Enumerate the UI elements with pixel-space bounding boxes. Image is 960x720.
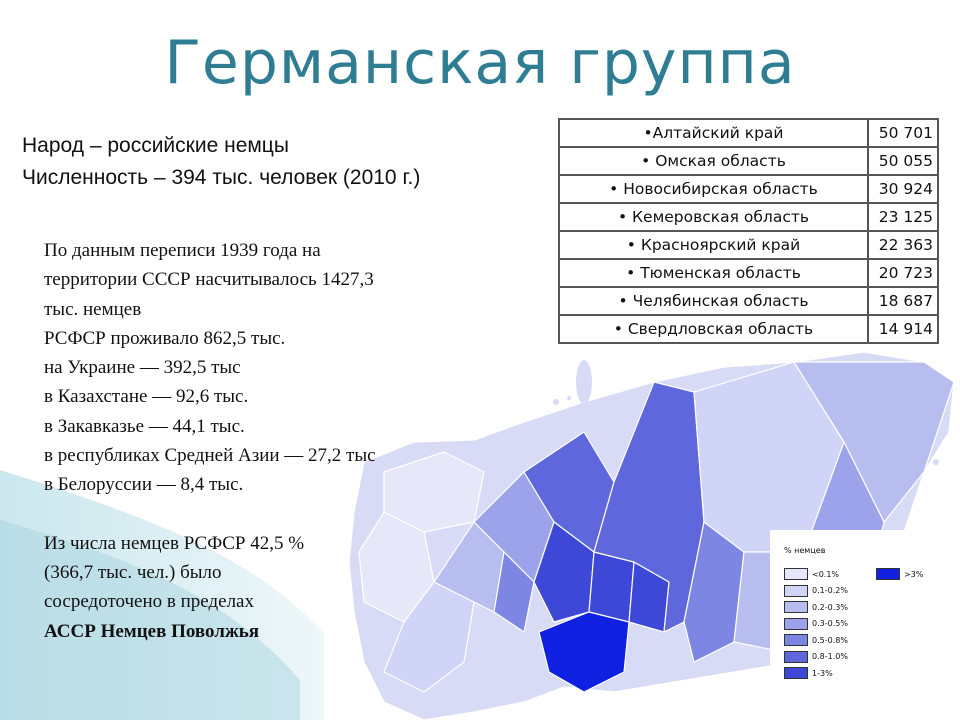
legend-item xyxy=(784,651,848,663)
table-row xyxy=(559,231,938,259)
map-island-dot xyxy=(933,459,939,465)
legend-label: 0.1-0.2% xyxy=(812,586,848,595)
legend-swatch xyxy=(784,585,808,597)
legend-swatch xyxy=(784,667,808,679)
map-island-dot xyxy=(553,399,559,405)
table-row xyxy=(559,175,938,203)
legend-item xyxy=(784,568,839,580)
map-legend xyxy=(770,530,946,686)
region-name-cell: • Омская область xyxy=(559,147,868,175)
slide-title: Германская группа xyxy=(164,28,796,98)
legend-swatch xyxy=(784,651,808,663)
region-name-cell: • Красноярский край xyxy=(559,231,868,259)
legend-label: 0.5-0.8% xyxy=(812,635,848,645)
legend-label: 1-3% xyxy=(812,668,833,678)
population-value-cell: 18 687 xyxy=(868,287,938,315)
subtitle-block xyxy=(22,130,420,194)
history-line: в Закавказье — 44,1 тыс. xyxy=(44,415,245,437)
population-value-cell: 14 914 xyxy=(868,315,938,343)
history-line: тыс. немцев xyxy=(44,298,142,320)
population-value-cell: 30 924 xyxy=(868,175,938,203)
table-row xyxy=(559,119,938,147)
population-line: Численность – 394 тыс. человек (2010 г.) xyxy=(22,166,421,189)
history-text xyxy=(44,236,484,646)
table-row xyxy=(559,287,938,315)
legend-item xyxy=(784,618,848,630)
history-line: сосредоточено в пределах xyxy=(44,591,254,613)
legend-item xyxy=(784,601,848,613)
history-line: По данным переписи 1939 года на xyxy=(44,240,321,261)
region-name-cell: • Новосибирская область xyxy=(559,175,868,203)
legend-swatch xyxy=(784,601,808,613)
legend-item xyxy=(784,585,848,597)
map-region-novosibirsk xyxy=(589,552,634,622)
table-row xyxy=(559,259,938,287)
history-line: в республиках Средней Азии — 27,2 тыс xyxy=(44,445,376,467)
legend-swatch xyxy=(876,568,900,580)
history-line: территории СССР насчитывалось 1427,3 xyxy=(44,269,374,291)
region-name-cell: • Кемеровская область xyxy=(559,203,868,231)
history-line: РСФСР проживало 862,5 тыс. xyxy=(44,327,286,349)
region-name-cell: • Челябинская область xyxy=(559,287,868,315)
population-value-cell: 20 723 xyxy=(868,259,938,287)
legend-label: 0.8-1.0% xyxy=(812,652,848,661)
people-line: Народ – российские немцы xyxy=(22,134,289,157)
region-name-cell: • Тюменская область xyxy=(559,259,868,287)
legend-swatch xyxy=(784,634,808,646)
legend-label: 0.2-0.3% xyxy=(812,602,848,612)
region-name-cell: •Алтайский край xyxy=(559,119,868,147)
legend-swatch xyxy=(784,618,808,630)
map-island-novaya-zemlya xyxy=(576,360,592,404)
legend-label: >3% xyxy=(904,569,924,579)
legend-item xyxy=(784,667,833,679)
population-value-cell: 50 055 xyxy=(868,147,938,175)
history-line: (366,7 тыс. чел.) было xyxy=(44,561,222,583)
legend-label: 0.3-0.5% xyxy=(812,619,848,628)
population-value-cell: 23 125 xyxy=(868,203,938,231)
population-value-cell: 22 363 xyxy=(868,231,938,259)
history-line: в Казахстане — 92,6 тыс. xyxy=(44,386,249,408)
map-island-dot xyxy=(567,396,571,400)
population-value-cell: 50 701 xyxy=(868,119,938,147)
history-line: в Белоруссии — 8,4 тыс. xyxy=(44,474,244,496)
table-row xyxy=(559,315,938,343)
region-name-cell: • Свердловская область xyxy=(559,315,868,343)
legend-title: % немцев xyxy=(784,546,826,555)
history-line: на Украине — 392,5 тыс xyxy=(44,357,241,379)
legend-swatch xyxy=(784,568,808,580)
regions-table xyxy=(558,118,939,344)
volga-german-asr: АССР Немцев Поволжья xyxy=(44,620,260,642)
legend-label: <0.1% xyxy=(812,569,840,579)
table-row xyxy=(559,147,938,175)
table-row xyxy=(559,203,938,231)
legend-item xyxy=(876,568,923,580)
history-line: Из числа немцев РСФСР 42,5 % xyxy=(44,532,305,554)
legend-item xyxy=(784,634,848,646)
